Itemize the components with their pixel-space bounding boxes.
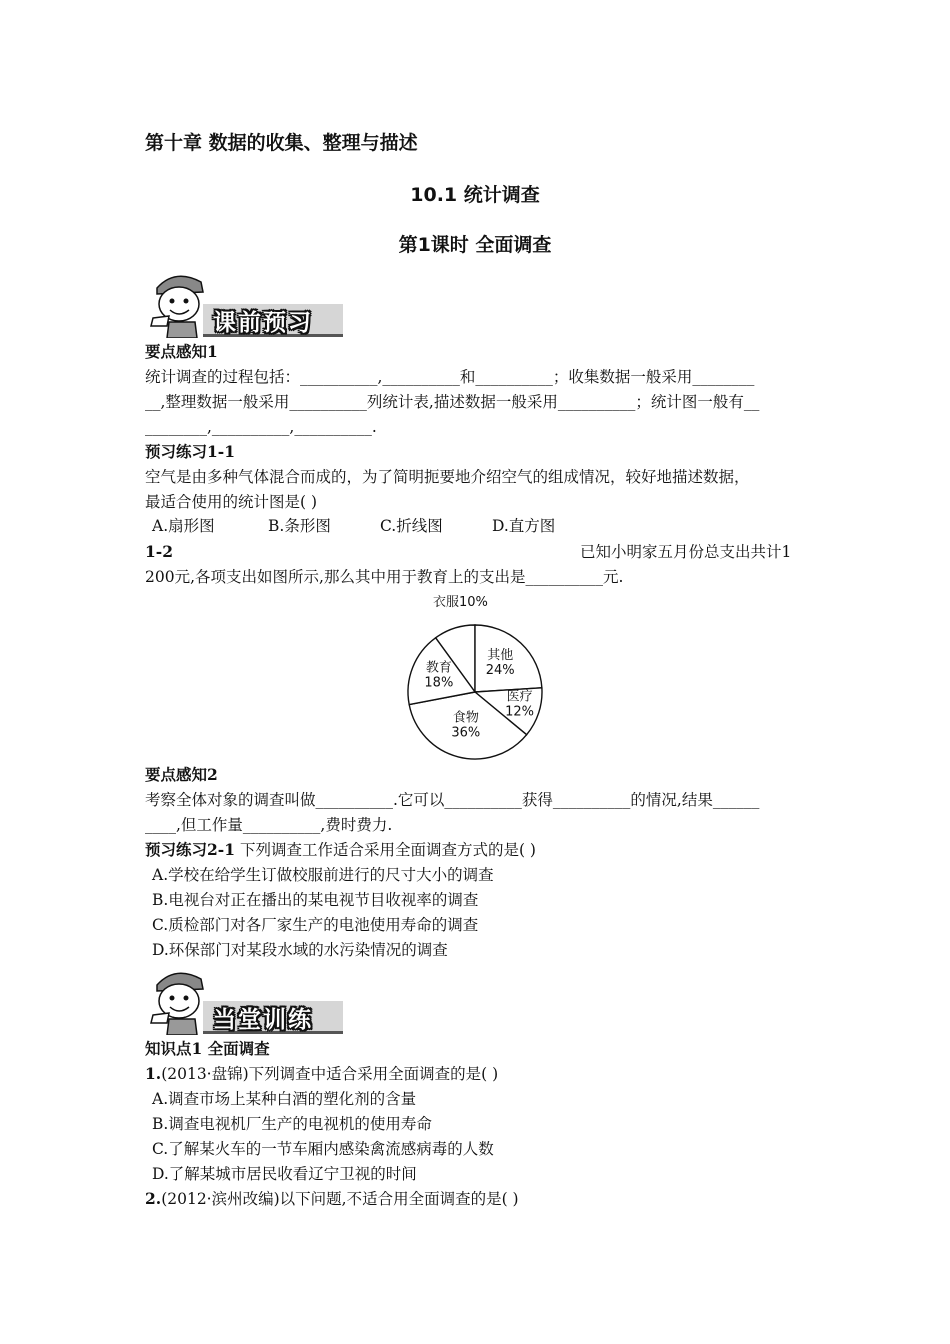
pie-label-医疗: 医疗: [506, 689, 533, 705]
ex11-option-b: B.条形图: [268, 517, 331, 535]
banner-label: 当堂训练: [213, 1007, 313, 1033]
pie-value-教育: 18%: [424, 675, 454, 691]
ex11-option-c: C.折线图: [380, 517, 443, 535]
pie-value-其他: 24%: [485, 663, 515, 679]
section-title: 10.1 统计调查: [410, 184, 540, 206]
pie-label-其他: 其他: [487, 648, 514, 664]
kp1-line-3: ________,__________,__________.: [145, 418, 377, 436]
ex21-question: 下列调查工作适合采用全面调查方式的是( ): [235, 841, 536, 859]
q2-text: (2012·滨州改编)以下问题,不适合用全面调查的是( ): [161, 1190, 519, 1208]
preview-banner: [145, 266, 345, 338]
pie-label-衣服: 衣服10%: [433, 595, 488, 610]
pie-label-教育: 教育: [425, 660, 452, 676]
pie-label-食物: 食物: [452, 710, 479, 726]
ex21-option-a: A.学校在给学生订做校服前进行的尺寸大小的调查: [152, 866, 494, 884]
pie-svg: [390, 590, 560, 770]
ex21-option-c: C.质检部门对各厂家生产的电池使用寿命的调查: [152, 916, 479, 934]
kp2-line-2: ____,但工作量__________,费时费力.: [145, 816, 393, 834]
ex11-line-1: 空气是由多种气体混合而成的，为了简明扼要地介绍空气的组成情况，较好地描述数据，: [145, 468, 750, 486]
ex12-line-1: 已知小明家五月份总支出共计1: [580, 543, 792, 561]
pie-value-医疗: 12%: [505, 704, 535, 720]
ex11-heading: 预习练习1-1: [145, 442, 236, 461]
q2-line: [145, 1189, 519, 1209]
kp2-line-1: 考察全体对象的调查叫做__________.它可以__________获得__________的情况,结果______: [145, 791, 760, 809]
ex11-line-2: 最适合使用的统计图是( ): [145, 493, 318, 511]
ex11-option-a: A.扇形图: [152, 517, 215, 535]
ex12-label: 1-2: [145, 542, 174, 561]
ex21-heading: 预习练习2-1: [145, 840, 236, 859]
ex12-line-2: 200元,各项支出如图所示,那么其中用于教育上的支出是__________元.: [145, 568, 624, 586]
ex11-option-d: D.直方图: [492, 517, 556, 535]
kp1-line-1: 统计调查的过程包括：__________,__________和__________；收集数据一般采用________: [145, 368, 755, 386]
ex21-question-line: [145, 840, 536, 860]
kp2-heading: 要点感知2: [145, 765, 218, 784]
lesson-title: 第1课时 全面调查: [398, 234, 552, 256]
banner-label: 课前预习: [213, 310, 313, 336]
kp1-heading: 要点感知1: [145, 342, 218, 361]
expense-pie-chart: [390, 590, 560, 770]
q1-number: 1.: [145, 1064, 162, 1083]
q1-line: [145, 1064, 498, 1084]
kp1-line-2: __,整理数据一般采用__________列统计表,描述数据一般采用__________；统计图一般有__: [145, 393, 760, 411]
chapter-title: 第十章 数据的收集、整理与描述: [145, 132, 418, 154]
pie-value-食物: 36%: [451, 725, 481, 741]
q1-option-d: D.了解某城市居民收看辽宁卫视的时间: [152, 1165, 417, 1183]
ex21-option-d: D.环保部门对某段水域的水污染情况的调查: [152, 941, 448, 959]
q1-option-c: C.了解某火车的一节车厢内感染禽流感病毒的人数: [152, 1140, 494, 1158]
q1-text: (2013·盘锦)下列调查中适合采用全面调查的是( ): [161, 1065, 499, 1083]
practice-banner: [145, 963, 345, 1035]
q2-number: 2.: [145, 1189, 162, 1208]
q1-option-b: B.调查电视机厂生产的电视机的使用寿命: [152, 1115, 432, 1133]
q1-option-a: A.调查市场上某种白酒的塑化剂的含量: [152, 1090, 417, 1108]
k1-heading: 知识点1 全面调查: [145, 1039, 270, 1058]
ex21-option-b: B.电视台对正在播出的某电视节目收视率的调查: [152, 891, 479, 909]
